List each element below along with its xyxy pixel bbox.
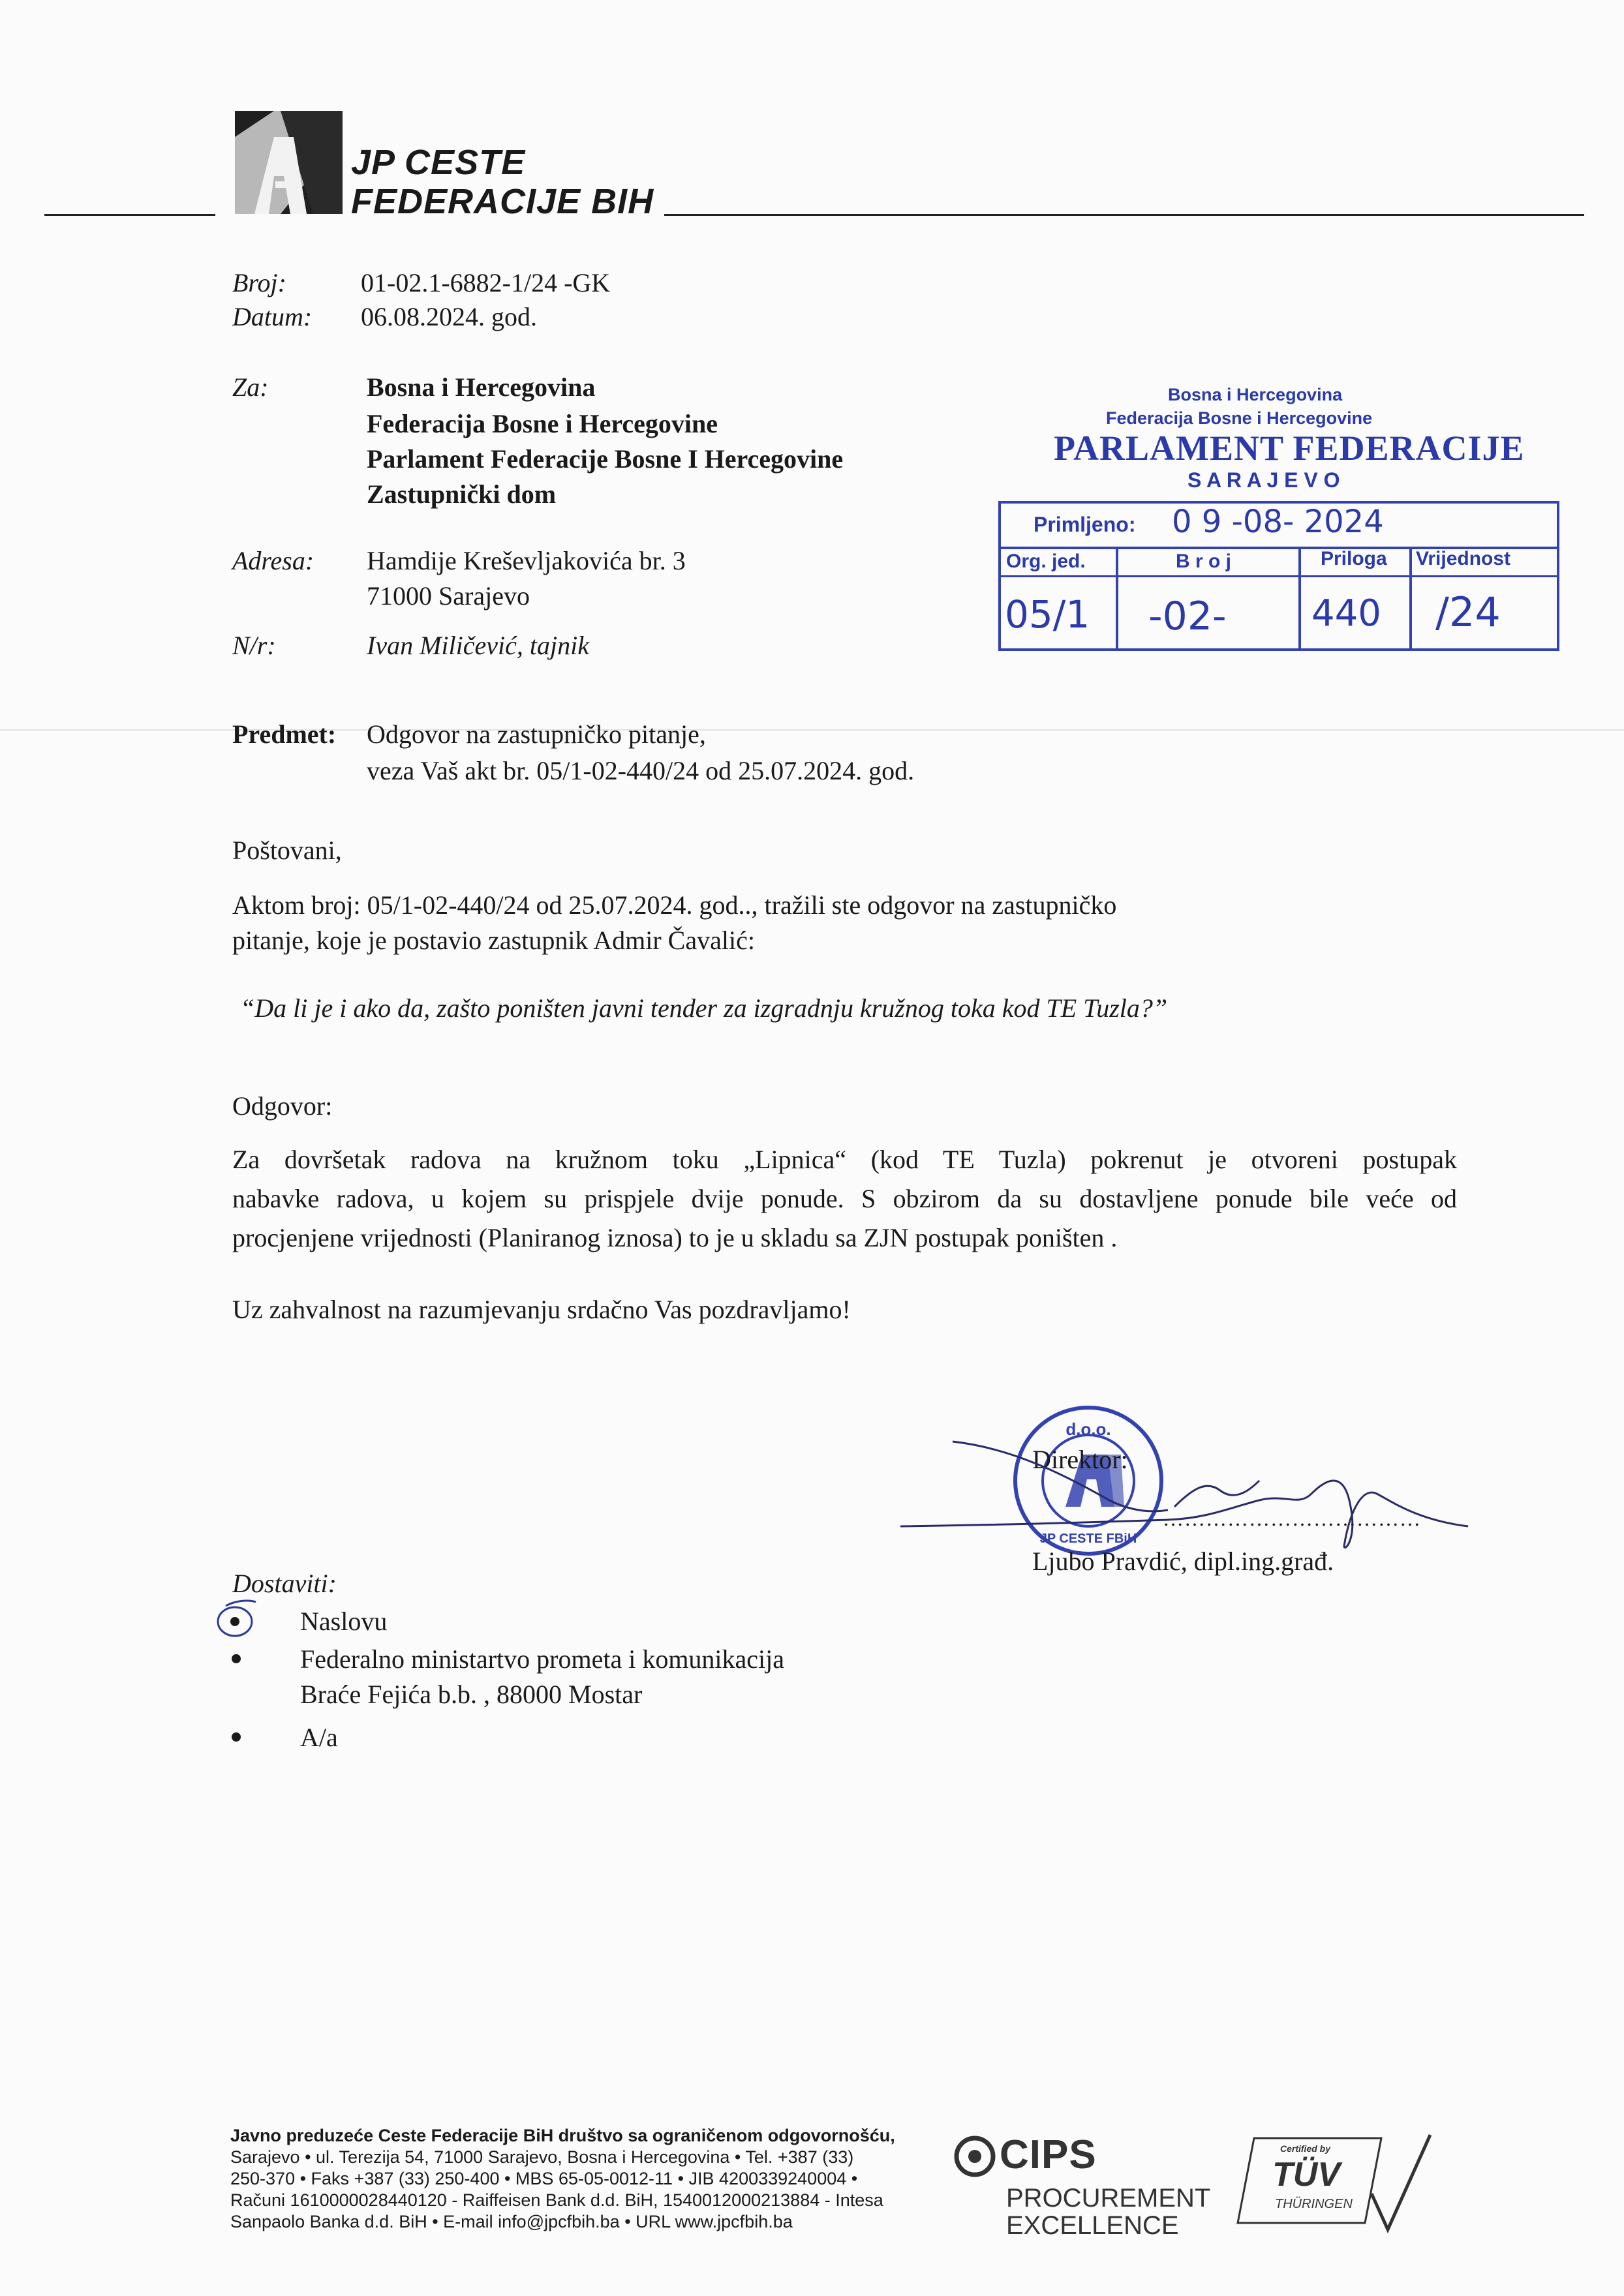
question-quote: “Da li je i ako da, zašto poništen javni tender za izgradnju kružnog toka kod TE Tuzla?”	[240, 993, 1168, 1023]
svg-text:d.o.o.: d.o.o.	[1065, 1419, 1111, 1439]
distribution-item: Federalno ministartvo prometa i komunikacija	[300, 1644, 785, 1674]
distribution-item: Naslovu	[300, 1607, 388, 1636]
distribution-item: A/a	[300, 1723, 338, 1752]
answer-line: Za dovršetak radova na kružnom toku „Lipnica“ (kod TE Tuzla) pokrenut je otvoreni postupak	[232, 1145, 1457, 1174]
broj-value: 01-02.1-6882-1/24 -GK	[361, 268, 611, 297]
footer-line: Javno preduzeće Ceste Federacije BiH društvo sa ograničenom odgovornošću,	[230, 2126, 895, 2145]
stamp-val-org: 05/1	[1005, 592, 1090, 637]
cips-logo	[954, 2132, 1228, 2243]
adresa-line: 71000 Sarajevo	[367, 581, 530, 611]
recipient-line: Federacija Bosne i Hercegovine	[367, 409, 718, 438]
datum-value: 06.08.2024. god.	[361, 302, 537, 331]
stamp-col-priloga: Priloga	[1321, 548, 1387, 569]
stamp-line2: Federacija Bosne i Hercegovine	[1106, 408, 1373, 428]
footer-line: Sanpaolo Banka d.d. BiH • E-mail info@jpcfbih.ba • URL www.jpcfbih.ba	[230, 2212, 793, 2231]
tuv-certification-logo	[1234, 2132, 1443, 2243]
stamp-val-priloga: 440	[1311, 592, 1381, 635]
stamp-col-org: Org. jed.	[1006, 551, 1086, 572]
bullet	[232, 1654, 241, 1663]
datum-label: Datum:	[232, 302, 313, 331]
cips-tagline1: PROCUREMENT	[1006, 2184, 1211, 2213]
broj-label: Broj:	[232, 268, 286, 297]
answer-label: Odgovor:	[232, 1091, 333, 1121]
nr-value: Ivan Miličević, tajnik	[367, 631, 589, 660]
signature-dots: ………………………………	[1163, 1507, 1421, 1530]
receipt-stamp	[992, 385, 1559, 665]
distribution-label: Dostaviti:	[232, 1569, 337, 1598]
stamp-line1: Bosna i Hercegovina	[1168, 385, 1343, 404]
stamp-line4: S A R A J E V O	[1187, 468, 1340, 492]
footer-line: Računi 1610000028440120 - Raiffeisen Bank d.d. BiH, 1540012000213884 - Intesa	[230, 2190, 883, 2210]
recipient-line: Bosna i Hercegovina	[367, 372, 596, 402]
intro-line: pitanje, koje je postavio zastupnik Admir Čavalić:	[232, 926, 755, 955]
footer-line: 250-370 • Faks +387 (33) 250-400 • MBS 65-05-0012-11 • JIB 4200339240004 •	[230, 2169, 858, 2188]
stamp-line3: PARLAMENT FEDERACIJE	[1054, 429, 1525, 468]
distribution-item-address: Braće Fejića b.b. , 88000 Mostar	[300, 1680, 643, 1709]
intro-line: Aktom broj: 05/1-02-440/24 od 25.07.2024. god.., tražili ste odgovor na zastupničko	[232, 890, 1117, 920]
stamp-col-broj: B r o j	[1176, 551, 1232, 572]
adresa-label: Adresa:	[232, 546, 314, 575]
header-rule-left	[44, 214, 215, 216]
cips-tagline2: EXCELLENCE	[1006, 2211, 1179, 2240]
cips-emblem-icon	[954, 2136, 996, 2177]
brand-name-line1: JP CESTE	[351, 143, 526, 182]
subject-label: Predmet:	[232, 719, 337, 749]
brand-name-line2: FEDERACIJE BIH	[351, 182, 654, 221]
stamp-primljeno-label: Primljeno:	[1034, 513, 1136, 536]
nr-label: N/r:	[232, 631, 276, 660]
tuv-region: THÜRINGEN	[1275, 2197, 1353, 2211]
company-logo	[235, 111, 343, 214]
greeting: Poštovani,	[232, 836, 342, 865]
subject-line1: Odgovor na zastupničko pitanje,	[367, 719, 706, 749]
signature-title: Direktor:	[1032, 1445, 1128, 1474]
tuv-certified-label: Certified by	[1280, 2143, 1331, 2154]
stamp-val-broj: -02-	[1148, 594, 1227, 639]
handwritten-signature	[894, 1428, 1481, 1559]
header-rule-right	[664, 214, 1584, 216]
footer-company-info	[230, 2125, 935, 2233]
stamp-primljeno-date: 0 9 -08- 2024	[1172, 504, 1384, 540]
closing-line: Uz zahvalnost na razumjevanju srdačno Vas pozdravljamo!	[232, 1295, 851, 1324]
signatory-name: Ljubo Pravdić, dipl.ing.građ.	[1032, 1547, 1334, 1576]
tuv-name: TÜV	[1272, 2156, 1340, 2194]
recipient-line: Parlament Federacije Bosne I Hercegovine	[367, 444, 844, 474]
answer-line: nabavke radova, u kojem su prispjele dvije ponude. S obzirom da su dostavljene ponude bile veće od	[232, 1184, 1457, 1213]
svg-text:JP CESTE FBiH: JP CESTE FBiH	[1039, 1532, 1137, 1546]
cips-name: CIPS	[1000, 2132, 1097, 2177]
footer-line: Sarajevo • ul. Terezija 54, 71000 Sarajevo, Bosna i Hercegovina • Tel. +387 (33)	[230, 2147, 854, 2167]
stamp-col-vrijednost: Vrijednost	[1416, 548, 1511, 569]
za-label: Za:	[232, 372, 269, 402]
recipient-line: Zastupnički dom	[367, 479, 557, 509]
stamp-val-vrijednost: /24	[1435, 588, 1501, 636]
adresa-line: Hamdije Kreševljakovića br. 3	[367, 546, 686, 575]
checkmark-annotation	[209, 1597, 261, 1642]
subject-line2: veza Vaš akt br. 05/1-02-440/24 od 25.07.2024. god.	[367, 756, 915, 785]
bullet	[232, 1732, 241, 1742]
answer-line: procjenjene vrijednosti (Planiranog iznosa) to je u skladu sa ZJN postupak poništen .	[232, 1223, 1118, 1252]
